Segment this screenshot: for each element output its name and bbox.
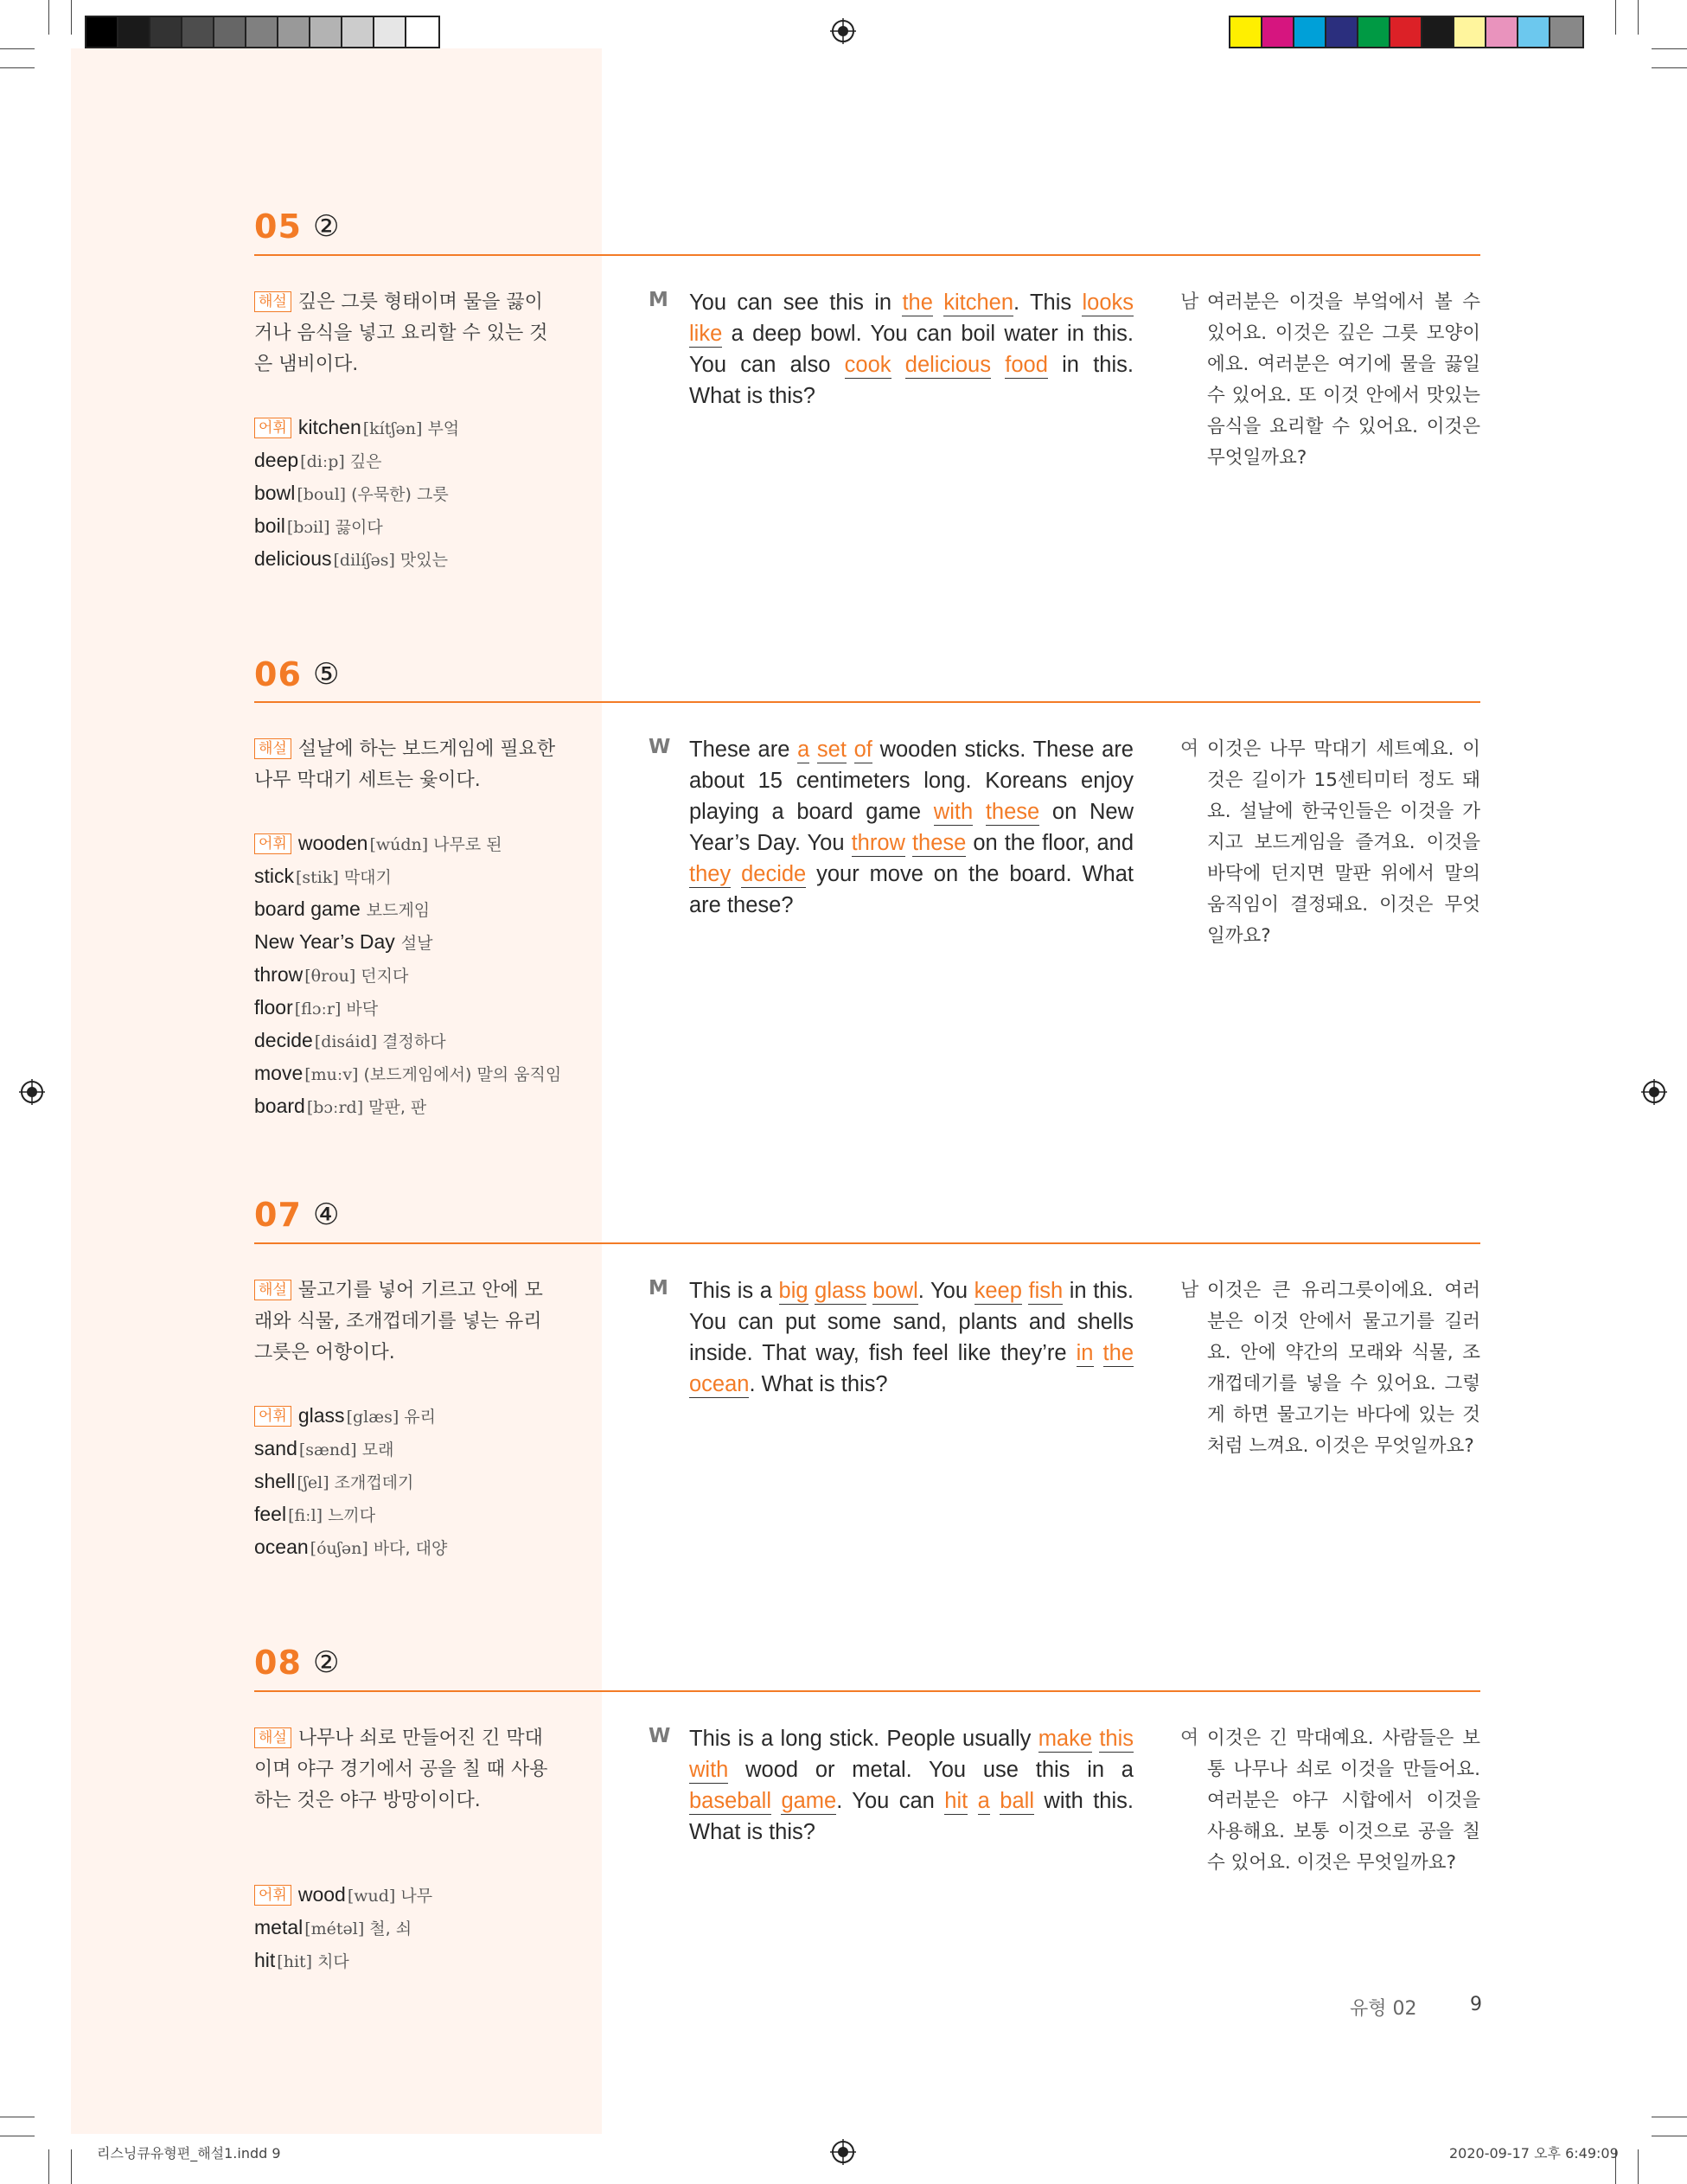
process-swatch bbox=[1294, 17, 1326, 47]
vocabulary-badge: 어휘 bbox=[254, 833, 291, 854]
footer-section-label: 유형 02 bbox=[1350, 1998, 1417, 2020]
vocabulary-meaning: 부엌 bbox=[427, 419, 460, 438]
script-text: . You can bbox=[836, 1789, 945, 1813]
blank-answer: set bbox=[816, 738, 847, 762]
vocabulary-item bbox=[254, 543, 566, 576]
gray-swatch bbox=[86, 17, 118, 47]
vocabulary-word: move bbox=[254, 1062, 304, 1084]
gray-swatch bbox=[214, 17, 246, 47]
vocabulary-word: shell bbox=[254, 1470, 296, 1492]
blank-answer: make bbox=[1038, 1727, 1093, 1751]
vocabulary-item bbox=[254, 827, 566, 860]
crop-mark bbox=[1652, 67, 1687, 68]
vocabulary-word: stick bbox=[254, 865, 294, 887]
vocabulary-word: board bbox=[254, 1095, 305, 1117]
process-swatch bbox=[1390, 17, 1422, 47]
blank-answer: throw bbox=[851, 831, 905, 855]
vocabulary-pronunciation: [kítʃən] bbox=[362, 419, 423, 438]
blank-answer: a bbox=[797, 738, 810, 762]
vocabulary-meaning: 치다 bbox=[317, 1952, 349, 1971]
script-text: . This bbox=[1013, 291, 1083, 315]
speaker-label: M bbox=[649, 1277, 668, 1300]
vocabulary-word: boil bbox=[254, 514, 285, 537]
script-text: wood or metal. You use this in a bbox=[728, 1758, 1134, 1782]
blank-answer: the bbox=[1102, 1341, 1134, 1365]
vocabulary-item bbox=[254, 992, 566, 1025]
vocabulary-meaning: 조개껍데기 bbox=[334, 1473, 414, 1492]
gray-swatch bbox=[342, 17, 374, 47]
vocabulary-item bbox=[254, 1498, 566, 1531]
vocabulary-meaning: 바닥 bbox=[346, 999, 379, 1019]
explanation-text bbox=[254, 734, 557, 796]
english-script bbox=[689, 1275, 1134, 1400]
vocabulary-meaning: 말판, 판 bbox=[368, 1098, 427, 1117]
vocabulary-word: New Year’s Day bbox=[254, 930, 395, 953]
process-swatch bbox=[1518, 17, 1550, 47]
speaker-label: W bbox=[649, 1725, 671, 1747]
vocabulary-item bbox=[254, 1025, 566, 1057]
process-swatch bbox=[1358, 17, 1390, 47]
vocabulary-word: throw bbox=[254, 963, 304, 986]
speaker-label: W bbox=[649, 736, 671, 758]
gray-swatch bbox=[150, 17, 182, 47]
vocabulary-meaning: 깊은 bbox=[349, 452, 382, 471]
english-script bbox=[689, 287, 1134, 412]
script-text: on the floor, and bbox=[966, 831, 1134, 855]
blank-answer: kitchen bbox=[943, 291, 1014, 315]
vocabulary-meaning: 막대기 bbox=[343, 868, 392, 887]
script-text: . What is this? bbox=[749, 1372, 888, 1396]
vocabulary-pronunciation: [bɔil] bbox=[286, 518, 330, 537]
blank-answer: game bbox=[781, 1789, 837, 1813]
script-text: your move on the board. What are these? bbox=[689, 862, 1134, 917]
blank-answer: bowl bbox=[872, 1279, 918, 1303]
script-text: in this. What is this? bbox=[689, 353, 1134, 408]
gray-swatch bbox=[278, 17, 310, 47]
blank-answer: ocean bbox=[689, 1372, 750, 1396]
blank-answer: these bbox=[911, 831, 967, 855]
vocabulary-pronunciation: [wúdn] bbox=[369, 835, 429, 854]
explanation-body: 나무나 쇠로 만들어진 긴 막대이며 야구 경기에서 공을 칠 때 사용하는 것은 야구 방망이이다. bbox=[254, 1727, 548, 1811]
vocabulary-word: wooden bbox=[297, 832, 368, 854]
vocabulary-meaning: 바다, 대양 bbox=[373, 1539, 448, 1558]
blank-answer: cook bbox=[844, 353, 891, 377]
vocabulary-item bbox=[254, 1879, 566, 1912]
crop-mark bbox=[1638, 0, 1639, 35]
blank-answer: like bbox=[689, 322, 723, 346]
script-text: on New Year’s Day. You bbox=[689, 800, 1134, 855]
blank-answer: baseball bbox=[689, 1789, 771, 1813]
gray-swatch bbox=[246, 17, 278, 47]
script-text: These are bbox=[689, 738, 798, 762]
vocabulary-list bbox=[254, 412, 566, 576]
blank-answer: delicious bbox=[904, 353, 991, 377]
korean-translation: 이것은 큰 유리그릇이에요. 여러분은 이것 안에서 물고기를 길러요. 안에 약간의 모래와 식물, 조개껍데기를 넣을 수 있어요. 그렇게 하면 물고기는 바다에 있는 것처럼 느껴요. 이것은 무엇일까요? bbox=[1207, 1280, 1480, 1457]
crop-mark bbox=[1638, 2149, 1639, 2184]
blank-answer: fish bbox=[1028, 1279, 1064, 1303]
process-swatch bbox=[1486, 17, 1518, 47]
korean-translation: 이것은 긴 막대예요. 사람들은 보통 나무나 쇠로 이것을 만들어요. 여러분은 야구 시합에서 이것을 사용해요. 보통 이것으로 공을 칠 수 있어요. 이것은 무엇일까요? bbox=[1207, 1727, 1480, 1874]
vocabulary-meaning: 철, 쇠 bbox=[369, 1919, 412, 1938]
script-text: You can see this in bbox=[689, 291, 903, 315]
vocabulary-item bbox=[254, 1531, 566, 1564]
vocabulary-badge: 어휘 bbox=[254, 418, 291, 438]
korean-translation: 이것은 나무 막대기 세트예요. 이것은 길이가 15센티미터 정도 돼요. 설날에 한국인들은 이것을 가지고 보드게임을 즐겨요. 이것을 바닥에 던지면 말판 위에서 말의 움직임이 결정돼요. 이것은 무엇일까요? bbox=[1207, 738, 1480, 947]
vocabulary-pronunciation: [wud] bbox=[347, 1887, 396, 1906]
vocabulary-badge: 어휘 bbox=[254, 1406, 291, 1427]
blank-answer: food bbox=[1005, 353, 1048, 377]
vocabulary-meaning: 느끼다 bbox=[328, 1506, 376, 1525]
explanation-badge: 해설 bbox=[254, 1280, 291, 1300]
script-text bbox=[973, 800, 986, 824]
script-text: with this. What is this? bbox=[689, 1789, 1134, 1844]
korean-speaker-label: 여 bbox=[1180, 1727, 1199, 1749]
vocabulary-item bbox=[254, 1090, 566, 1123]
vocabulary-pronunciation: [diːp] bbox=[300, 452, 345, 471]
script-text bbox=[847, 738, 854, 762]
vocabulary-pronunciation: [sænd] bbox=[298, 1440, 357, 1459]
script-text: wooden sticks. These are about 15 centimeters long. Koreans enjoy playing a board game bbox=[689, 738, 1134, 824]
vocabulary-word: bowl bbox=[254, 482, 296, 504]
vocabulary-pronunciation: [ʃel] bbox=[297, 1473, 329, 1492]
blank-answer: they bbox=[689, 862, 732, 886]
vocabulary-badge: 어휘 bbox=[254, 1885, 291, 1906]
vocabulary-item bbox=[254, 444, 566, 477]
blank-answer: ball bbox=[1000, 1789, 1034, 1813]
script-text: a deep bowl. You can boil water in this. You can also bbox=[689, 322, 1134, 377]
question-number: 08 bbox=[254, 1644, 302, 1682]
english-script bbox=[689, 734, 1134, 921]
speaker-label: M bbox=[649, 289, 668, 311]
section-divider bbox=[254, 1242, 1480, 1244]
process-swatch bbox=[1422, 17, 1454, 47]
script-text bbox=[991, 353, 1005, 377]
script-text bbox=[891, 353, 905, 377]
crop-mark bbox=[71, 0, 72, 35]
korean-translation: 여러분은 이것을 부엌에서 볼 수 있어요. 이것은 깊은 그릇 모양이에요. 여러분은 여기에 물을 끓일 수 있어요. 또 이것 안에서 맛있는 음식을 요리할 수 있어요. 이것은 무엇일까요? bbox=[1207, 291, 1480, 469]
script-text bbox=[933, 291, 943, 315]
vocabulary-word: kitchen bbox=[297, 416, 361, 438]
crop-mark bbox=[1615, 0, 1616, 35]
vocabulary-pronunciation: [θrou] bbox=[304, 967, 356, 986]
gray-swatch bbox=[406, 17, 438, 47]
vocabulary-list bbox=[254, 1400, 566, 1564]
answer-choice: ⑤ bbox=[313, 657, 340, 692]
vocabulary-meaning: 끓이다 bbox=[335, 518, 383, 537]
vocabulary-list bbox=[254, 1879, 566, 1977]
korean-speaker-label: 여 bbox=[1180, 738, 1199, 760]
vocabulary-pronunciation: [stik] bbox=[296, 868, 339, 887]
vocabulary-meaning: 나무로 된 bbox=[433, 835, 502, 854]
blank-answer: looks bbox=[1082, 291, 1134, 315]
vocabulary-pronunciation: [disáid] bbox=[314, 1032, 378, 1051]
blank-answer: of bbox=[853, 738, 872, 762]
script-text bbox=[1094, 1341, 1103, 1365]
explanation-badge: 해설 bbox=[254, 1727, 291, 1748]
vocabulary-word: glass bbox=[297, 1404, 345, 1427]
vocabulary-pronunciation: [fiːl] bbox=[288, 1506, 323, 1525]
section-divider bbox=[254, 1690, 1480, 1692]
vocabulary-word: deep bbox=[254, 449, 299, 471]
answer-choice: ④ bbox=[313, 1197, 340, 1232]
registration-target-icon bbox=[830, 2139, 856, 2165]
vocabulary-item bbox=[254, 926, 566, 959]
process-color-bar bbox=[1229, 16, 1584, 48]
process-swatch bbox=[1262, 17, 1294, 47]
registration-target-icon bbox=[19, 1079, 45, 1105]
vocabulary-pronunciation: [boul] bbox=[297, 485, 347, 504]
vocabulary-word: metal bbox=[254, 1916, 304, 1938]
answer-choice: ② bbox=[313, 1645, 340, 1680]
explanation-text bbox=[254, 287, 557, 380]
english-script bbox=[689, 1723, 1134, 1848]
registration-target-icon bbox=[830, 18, 856, 44]
section-divider bbox=[254, 254, 1480, 256]
process-swatch bbox=[1326, 17, 1358, 47]
blank-answer: glass bbox=[815, 1279, 866, 1303]
vocabulary-word: decide bbox=[254, 1029, 313, 1051]
vocabulary-word: floor bbox=[254, 996, 293, 1019]
script-text: in this. You can put some sand, plants and shells inside. That way, fish feel like they’re bbox=[689, 1279, 1134, 1365]
vocabulary-pronunciation: [glæs] bbox=[346, 1408, 399, 1427]
explanation-badge: 해설 bbox=[254, 738, 291, 759]
blank-answer: with bbox=[933, 800, 974, 824]
vocabulary-meaning: 나무 bbox=[400, 1887, 433, 1906]
blank-answer: decide bbox=[741, 862, 807, 886]
vocabulary-list bbox=[254, 827, 566, 1123]
vocabulary-word: delicious bbox=[254, 547, 332, 570]
vocabulary-word: ocean bbox=[254, 1536, 309, 1558]
vocabulary-meaning: 보드게임 bbox=[366, 901, 431, 920]
question-number: 05 bbox=[254, 208, 302, 246]
vocabulary-item bbox=[254, 510, 566, 543]
crop-mark bbox=[48, 0, 49, 35]
explanation-body: 설날에 하는 보드게임에 필요한 나무 막대기 세트는 윷이다. bbox=[254, 738, 556, 791]
vocabulary-pronunciation: [bɔːrd] bbox=[306, 1098, 364, 1117]
blank-answer: these bbox=[985, 800, 1040, 824]
vocabulary-item bbox=[254, 959, 566, 992]
blank-answer: a bbox=[977, 1789, 990, 1813]
vocabulary-meaning: 유리 bbox=[404, 1408, 436, 1427]
vocabulary-meaning: 모래 bbox=[361, 1440, 394, 1459]
question-number: 07 bbox=[254, 1196, 302, 1234]
script-text bbox=[731, 862, 741, 886]
crop-mark bbox=[0, 67, 35, 68]
vocabulary-pronunciation: [muːv] bbox=[304, 1065, 359, 1084]
vocabulary-word: hit bbox=[254, 1949, 276, 1971]
vocabulary-meaning: (우묵한) 그릇 bbox=[351, 485, 449, 504]
script-text bbox=[809, 738, 817, 762]
blank-answer: with bbox=[689, 1758, 729, 1782]
vocabulary-pronunciation: [óuʃən] bbox=[310, 1539, 368, 1558]
gray-swatch bbox=[118, 17, 150, 47]
vocabulary-meaning: 설날 bbox=[400, 934, 433, 953]
crop-mark bbox=[0, 48, 35, 49]
question-number: 06 bbox=[254, 655, 302, 693]
vocabulary-meaning: 던지다 bbox=[361, 967, 409, 986]
answer-choice: ② bbox=[313, 209, 340, 244]
vocabulary-item bbox=[254, 1466, 566, 1498]
vocabulary-word: sand bbox=[254, 1437, 297, 1459]
vocabulary-word: board game bbox=[254, 897, 361, 920]
section-divider bbox=[254, 701, 1480, 703]
crop-mark bbox=[71, 2149, 72, 2184]
gray-swatch bbox=[310, 17, 342, 47]
process-swatch bbox=[1230, 17, 1262, 47]
page-number: 9 bbox=[1470, 1994, 1482, 2015]
blank-answer: big bbox=[778, 1279, 808, 1303]
explanation-body: 물고기를 넣어 기르고 안에 모래와 식물, 조개껍데기를 넣는 유리그릇은 어항이다. bbox=[254, 1280, 543, 1363]
script-text: This is a bbox=[689, 1279, 779, 1303]
explanation-text bbox=[254, 1723, 557, 1817]
vocabulary-item bbox=[254, 893, 566, 926]
script-text: . You bbox=[917, 1279, 974, 1303]
script-text bbox=[968, 1789, 977, 1813]
korean-speaker-label: 남 bbox=[1180, 291, 1199, 313]
vocabulary-pronunciation: [hit] bbox=[277, 1952, 313, 1971]
process-swatch bbox=[1550, 17, 1582, 47]
vocabulary-word: wood bbox=[297, 1883, 346, 1906]
script-text bbox=[905, 831, 912, 855]
blank-answer: keep bbox=[974, 1279, 1022, 1303]
vocabulary-item bbox=[254, 1945, 566, 1977]
slug-timestamp: 2020-09-17 오후 6:49:09 bbox=[1449, 2145, 1619, 2162]
vocabulary-item bbox=[254, 1400, 566, 1433]
slug-file-name: 리스닝큐유형편_해설1.indd 9 bbox=[97, 2145, 281, 2162]
explanation-body: 깊은 그릇 형태이며 물을 끓이거나 음식을 넣고 요리할 수 있는 것은 냄비이다. bbox=[254, 291, 548, 375]
crop-mark bbox=[48, 2149, 49, 2184]
vocabulary-meaning: 결정하다 bbox=[382, 1032, 446, 1051]
explanation-badge: 해설 bbox=[254, 291, 291, 312]
gray-swatch bbox=[182, 17, 214, 47]
script-text bbox=[990, 1789, 1000, 1813]
gray-swatch bbox=[374, 17, 406, 47]
blank-answer: in bbox=[1076, 1341, 1094, 1365]
blank-answer: hit bbox=[944, 1789, 968, 1813]
explanation-text bbox=[254, 1275, 557, 1369]
vocabulary-item bbox=[254, 860, 566, 893]
registration-target-icon bbox=[1641, 1079, 1667, 1105]
script-text bbox=[771, 1789, 781, 1813]
vocabulary-pronunciation: [flɔːr] bbox=[294, 999, 342, 1019]
vocabulary-item bbox=[254, 1057, 566, 1090]
process-swatch bbox=[1454, 17, 1486, 47]
crop-mark bbox=[1652, 48, 1687, 49]
script-text: This is a long stick. People usually bbox=[689, 1727, 1038, 1751]
vocabulary-meaning: 맛있는 bbox=[399, 551, 448, 570]
vocabulary-item bbox=[254, 1433, 566, 1466]
vocabulary-pronunciation: [métəl] bbox=[304, 1919, 365, 1938]
blank-answer: this bbox=[1099, 1727, 1134, 1751]
vocabulary-word: feel bbox=[254, 1503, 287, 1525]
vocabulary-meaning: (보드게임에서) 말의 움직임 bbox=[363, 1065, 562, 1084]
korean-speaker-label: 남 bbox=[1180, 1280, 1199, 1301]
vocabulary-item bbox=[254, 477, 566, 510]
vocabulary-item bbox=[254, 1912, 566, 1945]
vocabulary-item bbox=[254, 412, 566, 444]
grayscale-color-bar bbox=[85, 16, 440, 48]
vocabulary-pronunciation: [dilíʃəs] bbox=[333, 551, 395, 570]
blank-answer: the bbox=[902, 291, 933, 315]
